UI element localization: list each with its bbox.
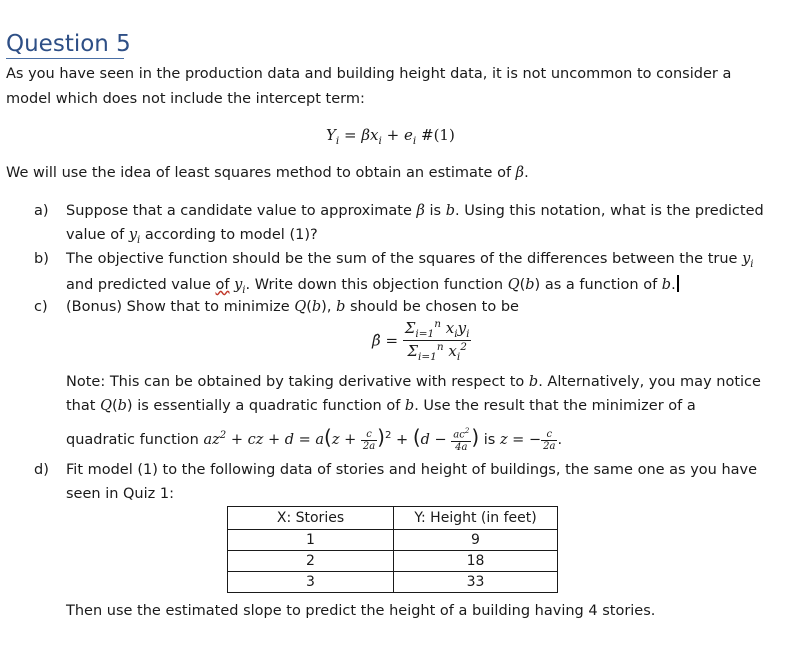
item-b-line-1: The objective function should be the sum of the squares of the differences between the true $y_i$	[66, 251, 754, 270]
item-c-line-1: (Bonus) Show that to minimize Q(b), b should be chosen to be	[66, 299, 519, 315]
table-row	[228, 572, 558, 593]
item-c-marker: c)	[34, 299, 48, 315]
table-cell-height: 33	[394, 572, 558, 593]
intro-line-1: As you have seen in the production data and building height data, it is not uncommon to consider a	[6, 66, 732, 82]
model-equation	[326, 126, 455, 147]
stories-height-table	[227, 506, 558, 593]
model-equation-text: $Y_i = \beta x_i + e_i$ #(1)	[326, 126, 455, 147]
beta-hat-formula: β̂ = $\frac{\Sigma_{i=1}^n x_iy_i}{\Sigma_{i=1}^n x_i^2}$	[372, 318, 470, 363]
table-cell-height: 9	[394, 530, 558, 551]
item-c-note-2: that Q(b) is essentially a quadratic function of b. Use the result that the minimizer of a	[66, 398, 696, 414]
item-d-after-table: Then use the estimated slope to predict the height of a building having 4 stories.	[66, 603, 656, 619]
intro-line-2: model which does not include the intercept term:	[6, 91, 365, 107]
table-cell-stories: 1	[228, 530, 394, 551]
method-sentence: We will use the idea of least squares method to obtain an estimate of β.	[6, 165, 529, 181]
item-b-marker: b)	[34, 251, 49, 267]
item-c-note-1: Note: This can be obtained by taking derivative with respect to b. Alternatively, you may notice	[66, 374, 761, 390]
text-cursor	[677, 275, 679, 292]
question-title: Question 5	[6, 31, 131, 57]
table-row	[228, 530, 558, 551]
item-d-marker: d)	[34, 462, 49, 478]
table-header-height: Y: Height (in feet)	[394, 507, 558, 530]
item-a-marker: a)	[34, 203, 49, 219]
item-a-line-2: value of $y_i$ according to model (1)?	[66, 227, 318, 246]
item-d-line-1: Fit model (1) to the following data of stories and height of buildings, the same one as you have	[66, 462, 758, 478]
title-underline	[6, 58, 124, 59]
table-cell-stories: 3	[228, 572, 394, 593]
table-row	[228, 551, 558, 572]
table-header-row	[228, 507, 558, 530]
table-header-stories: X: Stories	[228, 507, 394, 530]
table-cell-height: 18	[394, 551, 558, 572]
item-c-note-3: quadratic function $az^2$ + cz + d = a(z + $\frac{c}{2a}$ )$^2$ + (d − $\frac{ac^2}{4a}$ ) is z = − $\frac{c}{2a}$ .	[66, 425, 563, 453]
table-cell-stories: 2	[228, 551, 394, 572]
item-b-line-2[interactable]: and predicted value of $y_i$. Write down this objection function Q(b) as a function of b.	[66, 275, 679, 296]
item-a-line-1: Suppose that a candidate value to approximate β is b. Using this notation, what is the predicted	[66, 203, 764, 219]
item-d-line-2: seen in Quiz 1:	[66, 486, 174, 502]
